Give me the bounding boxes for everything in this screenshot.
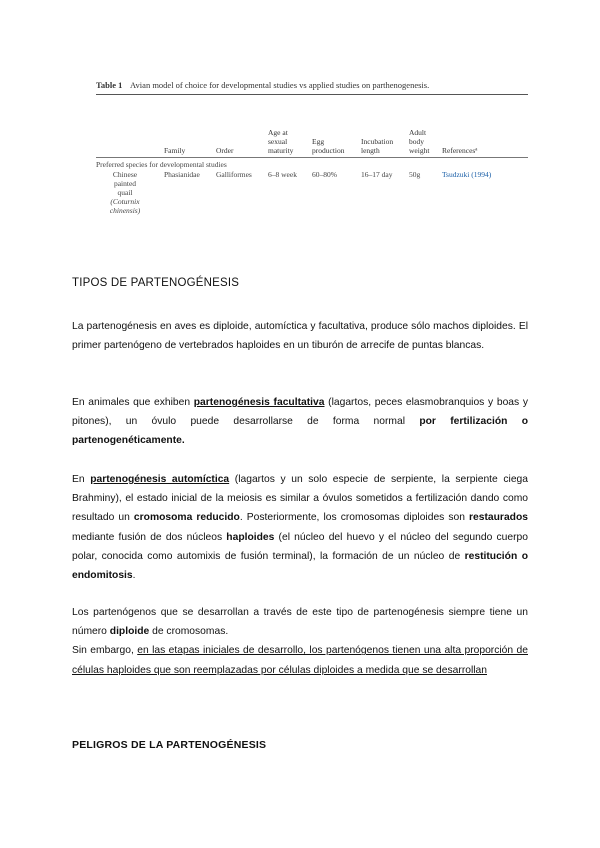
header-egg-line2: production: [312, 146, 345, 155]
header-age-line3: maturity: [268, 146, 294, 155]
p3-term-automictica: partenogénesis automíctica: [90, 474, 230, 485]
paragraph-4: [72, 603, 528, 680]
header-age: [268, 128, 293, 155]
cell-species: [96, 170, 154, 215]
p2-text-c: (lagartos, peces elasmobranquios y boas y pitones), un óvulo puede desarrollarse de forma normal: [72, 397, 528, 428]
header-incubation-line2: length: [361, 146, 380, 155]
p3-bold-haploides: haploides: [226, 531, 275, 543]
header-adult-weight: [409, 128, 429, 155]
header-order: Order: [216, 146, 234, 155]
header-adult-line1: Adult: [409, 128, 427, 137]
header-age-line1: Age at: [268, 128, 288, 137]
section-title-tipos: TIPOS DE PARTENOGÉNESIS: [72, 277, 240, 289]
cell-age: 6–8 week: [268, 170, 297, 179]
species-line2: painted: [113, 179, 137, 188]
p2-bold-fertilizacion: por fertilización o partenogenéticamente.: [72, 416, 528, 447]
header-egg: [312, 137, 345, 155]
p3-text-k: .: [132, 570, 136, 582]
paragraph-2: [72, 393, 528, 451]
table-body: [96, 158, 528, 220]
p2-text-a: En animales que exhiben: [72, 397, 194, 408]
table-figure: [96, 80, 528, 220]
header-adult-line2: body: [409, 137, 424, 146]
p5-text-a: Sin embargo,: [72, 645, 138, 657]
paragraph-3: [72, 470, 528, 585]
p3-text-a: En: [72, 474, 91, 485]
table-section-label: Preferred species for developmental studies: [96, 160, 227, 169]
p3-text-g: mediante fusión de dos núcleos: [72, 531, 227, 543]
header-references: Referencesª: [442, 146, 478, 155]
cell-reference-link[interactable]: Tsudzuki (1994): [442, 170, 492, 179]
p4-text-a: Los partenógenos que se desarrollan a través de este tipo de partenogénesis siempre tiene un número: [72, 607, 528, 638]
species-line1: Chinese: [112, 170, 138, 179]
header-adult-line3: weight: [409, 146, 430, 155]
p3-bold-cromosoma: cromosoma reducido: [133, 512, 240, 524]
p5-underlined-text: en las etapas iniciales de desarrollo, los partenógenos tienen una alta proporción de células haploides que son reemplazadas por células diploides a medida que se desarrollan: [72, 645, 528, 676]
header-family: Family: [164, 146, 186, 155]
header-incubation: [361, 137, 393, 155]
cell-family: Phasianidae: [164, 170, 200, 179]
cell-incubation: 16–17 day: [361, 170, 393, 179]
p4-text-c: de cromosomas.: [149, 626, 229, 638]
p3-text-i: (el núcleo del huevo y el núcleo del segundo cuerpo polar, conocida como automixis de fusión terminal), la formación de un núcleo de: [72, 531, 528, 562]
table-header-row: [96, 113, 528, 158]
table-caption-label: Table 1: [96, 80, 123, 90]
header-egg-line1: Egg: [312, 137, 325, 146]
table-caption: [96, 80, 528, 95]
section-title-peligros: PELIGROS DE LA PARTENOGÉNESIS: [72, 739, 267, 751]
p4-bold-diploide: diploide: [109, 626, 150, 638]
header-age-line2: sexual: [268, 137, 288, 146]
species-line5: chinensis): [109, 206, 141, 215]
table-caption-text: Avian model of choice for developmental studies vs applied studies on parthenogenesis.: [130, 80, 430, 90]
cell-egg: 60–80%: [312, 170, 337, 179]
cell-order: Galliformes: [216, 170, 252, 179]
p3-text-c: (lagartos y un solo especie de serpiente, la serpiente ciega Brahminy), el estado inicial de la meiosis es similar a óvulos sometidos a fertilización dando como resultado un: [72, 474, 528, 524]
header-incubation-line1: Incubation: [361, 137, 394, 146]
paragraph-1: La partenogénesis en aves es diploide, automíctica y facultativa, produce sólo machos diploides. El primer partenógeno de vertebrados haploides en un tiburón de arrecife de puntas blancas.: [72, 321, 528, 352]
p3-text-e: . Posteriormente, los cromosomas diploides son: [239, 512, 470, 524]
p3-bold-restaurados: restaurados: [469, 512, 528, 524]
species-line3: quail: [117, 188, 133, 197]
species-line4: (Coturnix: [110, 197, 140, 206]
p3-bold-restitucion: restitución o endomitosis: [72, 550, 528, 582]
cell-weight: 50g: [409, 170, 421, 179]
p2-term-facultativa: partenogénesis facultativa: [193, 397, 325, 408]
